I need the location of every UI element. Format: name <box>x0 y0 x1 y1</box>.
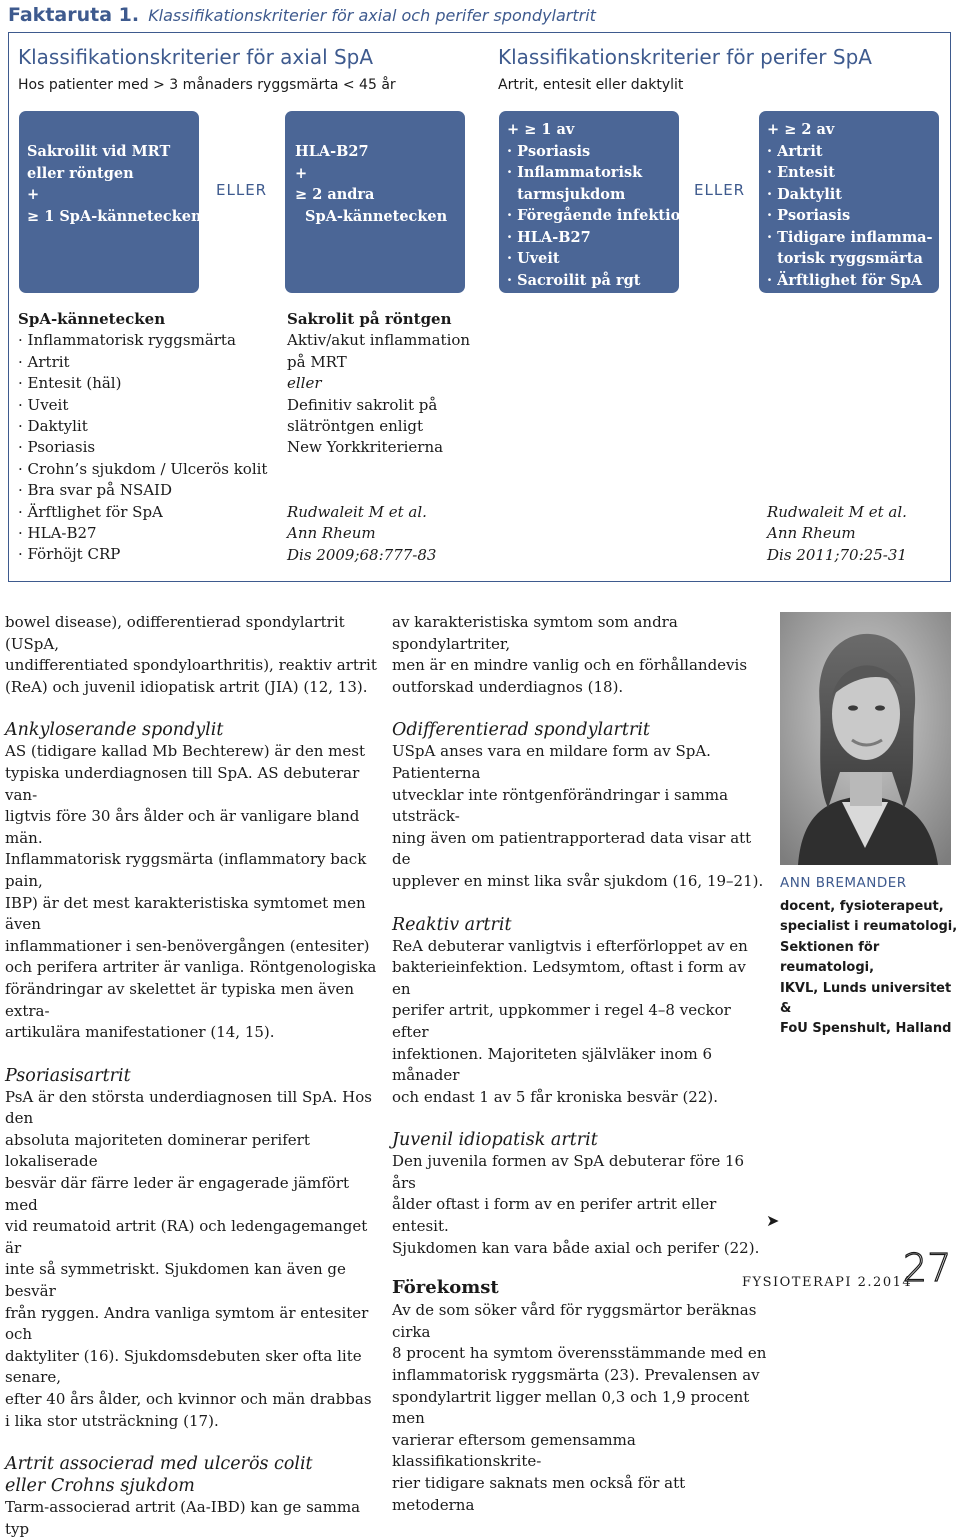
peripheral-subheading: Artrit, entesit eller daktylit <box>498 77 684 93</box>
axial-box-hla-line: HLA-B27 <box>295 143 369 160</box>
author-photo <box>780 612 951 865</box>
author-caption-line: docent, fysioterapeut, <box>780 899 944 914</box>
list-item: · Inflammatorisk ryggsmärta <box>18 331 236 350</box>
reference-line: Rudwaleit M et al. <box>767 503 907 521</box>
list-item: · Bra svar på NSAID <box>18 481 173 500</box>
body-line: upplever en minst lika svår sjukdom (16, 19–21). <box>392 871 764 890</box>
factbox-label: Faktaruta 1. <box>8 4 140 26</box>
body-line: av karakteristiska symtom som andra spondylartriter, <box>392 613 678 653</box>
author-portrait-image <box>780 612 951 865</box>
reference-axial <box>287 502 436 566</box>
body-line: varierar eftersom gemensamma klassifikationskrite- <box>392 1430 636 1471</box>
body-line: daktyliter (16). Sjukdomsdebuten sker ofta lite senare, <box>5 1346 362 1387</box>
sacroiliitis-line: Definitiv sakrolit på <box>287 395 438 414</box>
body-line: (ReA) och juvenil idiopatisk artrit (JIA) (12, 13). <box>5 677 368 696</box>
peripheral-box-left-line: · Sacroilit på rgt <box>507 271 641 289</box>
axial-box-imaging <box>19 111 202 293</box>
section-heading: Reaktiv artrit <box>392 914 512 935</box>
body-line: ning även om patientrapporterad data visar att de <box>392 828 752 869</box>
axial-heading: Klassifikationskriterier för axial SpA <box>18 45 374 69</box>
body-line: 8 procent ha symtom överensstämmande med en <box>392 1344 767 1363</box>
body-line: efter 40 års ålder, och kvinnor och män drabbas <box>5 1390 372 1408</box>
reference-line: Rudwaleit M et al. <box>287 503 427 521</box>
body-line: perifer artrit, uppkommer i regel 4–8 veckor efter <box>392 1001 731 1041</box>
peripheral-box-left-line: · Inflammatorisk <box>507 164 643 181</box>
footer-magazine: FYSIOTERAPI 2.2014 <box>742 1275 913 1290</box>
body-line: inflammatorisk ryggsmärta (23). Prevalensen av <box>392 1366 760 1385</box>
body-line: Inflammatorisk ryggsmärta (inflammatory back pain, <box>5 850 367 890</box>
body-line: förändringar av skelettet är typiska men även extra- <box>5 979 355 1020</box>
page-number: 27 <box>903 1246 952 1290</box>
peripheral-box-right-line: · Daktylit <box>767 185 842 203</box>
author-caption <box>780 897 960 1040</box>
peripheral-box-left-line: + ≥ 1 av <box>507 121 575 138</box>
body-line: undifferentiated spondyloarthritis), reaktiv artrit <box>5 656 377 675</box>
axial-box-hla <box>285 111 465 293</box>
author-caption-line: IKVL, Lunds universitet & <box>780 980 952 1017</box>
body-line: Den juvenila formen av SpA debuterar före 16 års <box>392 1152 745 1192</box>
body-line: bowel disease), odifferentierad spondylartrit (USpA, <box>5 613 345 653</box>
body-line: absoluta majoriteten dominerar perifert lokaliserade <box>5 1130 310 1171</box>
sacroiliitis-line: på MRT <box>287 352 347 371</box>
body-line: i lika stor utsträckning (17). <box>5 1411 219 1430</box>
factbox-title <box>8 4 596 26</box>
sacroiliitis-line: Aktiv/akut inflammation <box>287 331 471 350</box>
axial-box-imaging-line: ≥ 1 SpA-kännetecken <box>27 207 202 225</box>
peripheral-box-left <box>499 111 691 293</box>
continue-arrow-icon: ➤ <box>766 1211 780 1230</box>
factbox-title-text: Klassifikationskriterier för axial och perifer spondylartrit <box>148 6 596 25</box>
axial-box-hla-line: ≥ 2 andra <box>295 186 375 203</box>
body-line: ligtvis före 30 års ålder och är vanligare bland män. <box>5 807 360 847</box>
section-heading-bold: Förekomst <box>392 1277 499 1299</box>
body-line: vid reumatoid artrit (RA) och ledengagemanget är <box>5 1217 368 1257</box>
body-line: Sjukdomen kan vara både axial och perifer (22). <box>392 1238 760 1257</box>
body-line: ålder oftast i form av en perifer artrit eller entesit. <box>392 1195 717 1236</box>
body-line: men är en mindre vanlig och en förhållandevis <box>392 656 748 675</box>
sacroiliitis-line: eller <box>287 374 322 393</box>
body-line: IBP) är det mest karakteristiska symtomet men även <box>5 893 366 934</box>
body-line: spondylartrit ligger mellan 0,3 och 1,9 procent men <box>392 1387 750 1428</box>
body-line: från ryggen. Andra vanliga symtom är entesiter och <box>5 1303 369 1344</box>
body-line: inte så symmetriskt. Sjukdomen kan även ge besvär <box>5 1260 346 1301</box>
peripheral-box-left-line: tarmsjukdom <box>507 185 626 203</box>
section-heading: Juvenil idiopatisk artrit <box>392 1130 598 1151</box>
section-heading: Psoriasisartrit <box>5 1065 131 1086</box>
body-line: PsA är den största underdiagnosen till SpA. Hos den <box>5 1087 372 1128</box>
section-heading: eller Crohns sjukdom <box>5 1476 195 1497</box>
peripheral-box-right-line: torisk ryggsmärta <box>767 250 923 267</box>
list-item: · Psoriasis <box>18 438 96 457</box>
list-item: · Förhöjt CRP <box>18 545 121 564</box>
peripheral-box-left-line: · Uveit <box>507 250 560 267</box>
author-caption-line: specialist i reumatologi, <box>780 919 958 935</box>
peripheral-box-right-line: + ≥ 2 av <box>767 121 835 138</box>
body-line: rier tidigare saknats men också för att metoderna <box>392 1474 686 1514</box>
peripheral-heading: Klassifikationskriterier för perifer SpA <box>498 45 872 69</box>
body-line: utvecklar inte röntgenförändringar i samma utsträck- <box>392 785 729 826</box>
list-item: · Uveit <box>18 395 69 414</box>
reference-line: Ann Rheum <box>767 524 856 543</box>
list-item: · Artrit <box>18 352 70 371</box>
peripheral-box-right <box>759 111 939 293</box>
peripheral-box-right-line: · Ärftlighet för SpA <box>767 271 923 289</box>
axial-or-label: ELLER <box>216 181 268 199</box>
spa-features-list <box>18 309 267 566</box>
body-line: besvär där färre leder är engagerade jämfört med <box>5 1174 349 1214</box>
reference-line: Dis 2011;70:25-31 <box>767 545 907 564</box>
article-left-column <box>5 612 377 1540</box>
body-line: outforskad underdiagnos (18). <box>392 677 624 696</box>
sacroiliitis-line: slätröntgen enligt <box>287 417 424 436</box>
reference-line: Dis 2009;68:777-83 <box>287 545 437 564</box>
section-heading: Artrit associerad med ulcerös colit <box>5 1454 313 1475</box>
body-line: Tarm-associerad artrit (Aa-IBD) kan ge samma typ <box>5 1498 361 1538</box>
article-middle-column <box>392 612 767 1516</box>
body-line: artikulära manifestationer (14, 15). <box>5 1023 275 1042</box>
body-line: bakterieinfektion. Ledsymtom, oftast i form av en <box>392 958 746 998</box>
axial-subheading: Hos patienter med > 3 månaders ryggsmärta < 45 år <box>18 77 396 93</box>
peripheral-box-right-line: · Psoriasis <box>767 207 851 224</box>
peripheral-box-right-line: · Entesit <box>767 164 835 181</box>
list-item: · Entesit (häl) <box>18 374 122 393</box>
body-line: Av de som söker vård för ryggsmärtor beräknas cirka <box>392 1301 757 1341</box>
axial-box-imaging-line: + <box>27 186 40 203</box>
body-line: inflammationer i sen-benövergången (entesiter) <box>5 936 370 955</box>
axial-box-hla-line: + <box>295 164 308 182</box>
list-item: · Ärftlighet för SpA <box>18 502 163 521</box>
body-line: USpA anses vara en mildare form av SpA. Patienterna <box>392 742 711 782</box>
reference-peripheral <box>767 502 907 566</box>
author-caption-line: Sektionen för reumatologi, <box>780 939 880 976</box>
body-line: typiska underdiagnosen till SpA. AS debuterar van- <box>5 763 360 804</box>
body-line: och perifera artriter är vanliga. Röntgenologiska <box>5 958 377 977</box>
body-line: AS (tidigare kallad Mb Bechterew) är den mest <box>5 742 365 761</box>
spa-features-heading: SpA-kännetecken <box>18 310 166 328</box>
peripheral-box-left-line: · Föregående infektion <box>507 207 691 224</box>
section-heading: Odifferentierad spondylartrit <box>392 720 650 741</box>
sacroiliitis-block <box>287 309 470 459</box>
section-heading: Ankyloserande spondylit <box>5 720 224 741</box>
author-name: ANN BREMANDER <box>780 875 907 891</box>
axial-box-imaging-line: eller röntgen <box>27 164 134 182</box>
axial-box-imaging-line: Sakroilit vid MRT <box>27 143 171 160</box>
axial-box-hla-line: SpA-kännetecken <box>305 207 448 225</box>
body-line: infektionen. Majoriteten självläker inom 6 månader <box>392 1044 712 1085</box>
sacroiliitis-line: New Yorkkriterierna <box>287 438 444 457</box>
peripheral-or-label: ELLER <box>694 181 746 199</box>
peripheral-box-left-line: · HLA-B27 <box>507 228 591 246</box>
author-caption-line: FoU Spenshult, Halland <box>780 1021 952 1037</box>
list-item: · Crohn’s sjukdom / Ulcerös kolit <box>18 459 268 478</box>
list-item: · Daktylit <box>18 417 88 436</box>
peripheral-box-right-line: · Artrit <box>767 142 823 160</box>
list-item: · HLA-B27 <box>18 524 97 543</box>
body-line: och endast 1 av 5 får kroniska besvär (22). <box>392 1087 719 1106</box>
peripheral-box-right-line: · Tidigare inflamma- <box>767 228 933 246</box>
reference-line: Ann Rheum <box>287 524 376 543</box>
sacroiliitis-heading: Sakrolit på röntgen <box>287 310 452 328</box>
peripheral-box-left-line: · Psoriasis <box>507 142 591 160</box>
body-line: ReA debuterar vanligtvis i efterförloppet av en <box>392 936 748 955</box>
